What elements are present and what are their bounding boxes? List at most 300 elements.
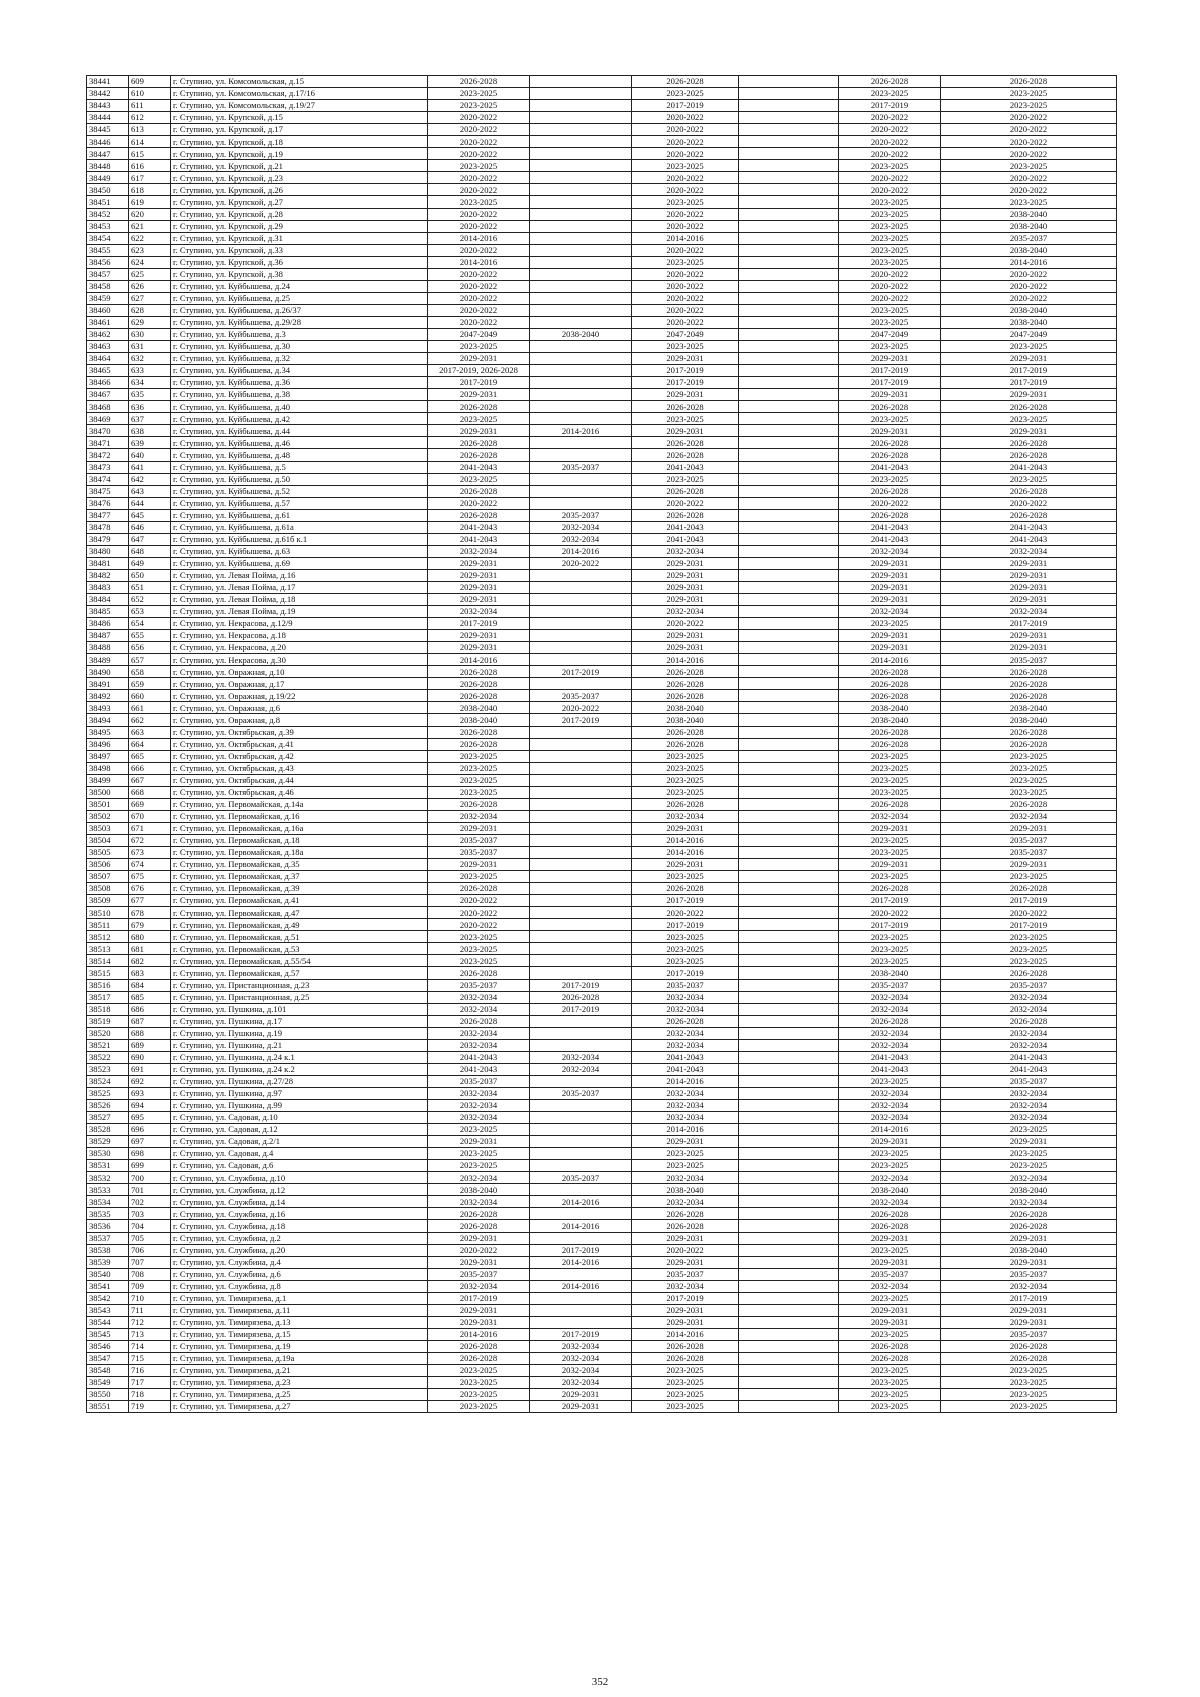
address-cell: г. Ступино, ул. Первомайская, д.18 bbox=[171, 834, 428, 846]
period-cell: 2029-2031 bbox=[428, 569, 530, 581]
period-cell: 2032-2034 bbox=[941, 1087, 1117, 1099]
period-cell: 2041-2043 bbox=[941, 1051, 1117, 1063]
address-cell: г. Ступино, ул. Некрасова, д.20 bbox=[171, 642, 428, 654]
period-cell: 2029-2031 bbox=[428, 1232, 530, 1244]
registry-id-cell: 38454 bbox=[87, 232, 129, 244]
address-cell: г. Ступино, ул. Первомайская, д.16 bbox=[171, 810, 428, 822]
registry-id-cell: 38497 bbox=[87, 750, 129, 762]
period-cell bbox=[739, 545, 839, 557]
registry-id-cell: 38477 bbox=[87, 509, 129, 521]
period-cell bbox=[530, 931, 632, 943]
period-cell: 2017-2019, 2026-2028 bbox=[428, 365, 530, 377]
registry-id-cell: 38488 bbox=[87, 642, 129, 654]
address-cell: г. Ступино, ул. Левая Пойма, д.18 bbox=[171, 594, 428, 606]
period-cell bbox=[739, 979, 839, 991]
period-cell: 2026-2028 bbox=[941, 883, 1117, 895]
registry-id-cell: 38476 bbox=[87, 497, 129, 509]
row-number-cell: 667 bbox=[129, 774, 171, 786]
period-cell bbox=[739, 774, 839, 786]
period-cell: 2029-2031 bbox=[941, 1136, 1117, 1148]
period-cell: 2026-2028 bbox=[839, 485, 941, 497]
period-cell: 2020-2022 bbox=[839, 907, 941, 919]
table-row bbox=[87, 1389, 1117, 1401]
period-cell: 2023-2025 bbox=[941, 1365, 1117, 1377]
period-cell: 2029-2031 bbox=[839, 630, 941, 642]
period-cell: 2038-2040 bbox=[632, 1184, 739, 1196]
table-row bbox=[87, 967, 1117, 979]
period-cell: 2029-2031 bbox=[428, 1316, 530, 1328]
period-cell: 2032-2034 bbox=[428, 1280, 530, 1292]
address-cell: г. Ступино, ул. Тимирязева, д.19а bbox=[171, 1352, 428, 1364]
period-cell: 2014-2016 bbox=[632, 1075, 739, 1087]
period-cell: 2038-2040 bbox=[941, 220, 1117, 232]
address-cell: г. Ступино, ул. Куйбышева, д.48 bbox=[171, 449, 428, 461]
address-cell: г. Ступино, ул. Тимирязева, д.1 bbox=[171, 1292, 428, 1304]
period-cell: 2038-2040 bbox=[839, 1184, 941, 1196]
period-cell: 2032-2034 bbox=[632, 1087, 739, 1099]
period-cell: 2032-2034 bbox=[428, 810, 530, 822]
address-cell: г. Ступино, ул. Крупской, д.15 bbox=[171, 112, 428, 124]
registry-id-cell: 38491 bbox=[87, 678, 129, 690]
period-cell: 2026-2028 bbox=[428, 437, 530, 449]
registry-id-cell: 38486 bbox=[87, 618, 129, 630]
period-cell: 2014-2016 bbox=[632, 232, 739, 244]
registry-id-cell: 38484 bbox=[87, 594, 129, 606]
period-cell: 2035-2037 bbox=[941, 834, 1117, 846]
period-cell: 2023-2025 bbox=[428, 196, 530, 208]
period-cell: 2026-2028 bbox=[839, 690, 941, 702]
period-cell: 2023-2025 bbox=[632, 931, 739, 943]
period-cell: 2026-2028 bbox=[941, 401, 1117, 413]
registry-id-cell: 38525 bbox=[87, 1087, 129, 1099]
row-number-cell: 719 bbox=[129, 1401, 171, 1413]
period-cell: 2029-2031 bbox=[428, 557, 530, 569]
period-cell bbox=[739, 871, 839, 883]
registry-id-cell: 38459 bbox=[87, 292, 129, 304]
period-cell: 2017-2019 bbox=[941, 618, 1117, 630]
period-cell bbox=[530, 859, 632, 871]
period-cell bbox=[530, 1015, 632, 1027]
table-row bbox=[87, 871, 1117, 883]
registry-id-cell: 38519 bbox=[87, 1015, 129, 1027]
period-cell: 2023-2025 bbox=[632, 871, 739, 883]
period-cell: 2032-2034 bbox=[941, 1099, 1117, 1111]
row-number-cell: 652 bbox=[129, 594, 171, 606]
period-cell: 2032-2034 bbox=[428, 1099, 530, 1111]
period-cell bbox=[739, 895, 839, 907]
period-cell: 2023-2025 bbox=[839, 341, 941, 353]
period-cell bbox=[739, 136, 839, 148]
period-cell: 2047-2049 bbox=[632, 328, 739, 340]
period-cell: 2029-2031 bbox=[428, 1304, 530, 1316]
period-cell bbox=[530, 810, 632, 822]
period-cell: 2029-2031 bbox=[839, 1316, 941, 1328]
period-cell bbox=[739, 581, 839, 593]
period-cell: 2023-2025 bbox=[839, 931, 941, 943]
period-cell: 2023-2025 bbox=[428, 1148, 530, 1160]
period-cell: 2026-2028 bbox=[941, 1208, 1117, 1220]
table-row bbox=[87, 726, 1117, 738]
registry-id-cell: 38452 bbox=[87, 208, 129, 220]
address-cell: г. Ступино, ул. Тимирязева, д.23 bbox=[171, 1377, 428, 1389]
period-cell: 2026-2028 bbox=[839, 678, 941, 690]
period-cell bbox=[739, 798, 839, 810]
table-row bbox=[87, 136, 1117, 148]
period-cell bbox=[530, 413, 632, 425]
period-cell bbox=[739, 328, 839, 340]
period-cell: 2026-2028 bbox=[941, 76, 1117, 88]
table-row bbox=[87, 1196, 1117, 1208]
period-cell: 2041-2043 bbox=[428, 533, 530, 545]
period-cell bbox=[739, 184, 839, 196]
period-cell bbox=[530, 1099, 632, 1111]
period-cell bbox=[739, 425, 839, 437]
period-cell: 2032-2034 bbox=[632, 545, 739, 557]
row-number-cell: 615 bbox=[129, 148, 171, 160]
period-cell: 2029-2031 bbox=[632, 353, 739, 365]
period-cell: 2026-2028 bbox=[839, 449, 941, 461]
period-cell bbox=[530, 907, 632, 919]
address-cell: г. Ступино, ул. Первомайская, д.39 bbox=[171, 883, 428, 895]
period-cell: 2026-2028 bbox=[632, 883, 739, 895]
period-cell bbox=[739, 497, 839, 509]
period-cell: 2029-2031 bbox=[530, 1401, 632, 1413]
period-cell: 2029-2031 bbox=[839, 1256, 941, 1268]
table-row bbox=[87, 1087, 1117, 1099]
period-cell: 2017-2019 bbox=[941, 919, 1117, 931]
table-row bbox=[87, 618, 1117, 630]
table-row bbox=[87, 919, 1117, 931]
registry-id-cell: 38468 bbox=[87, 401, 129, 413]
registry-id-cell: 38462 bbox=[87, 328, 129, 340]
period-cell: 2020-2022 bbox=[428, 316, 530, 328]
table-row bbox=[87, 401, 1117, 413]
period-cell: 2017-2019 bbox=[530, 1328, 632, 1340]
period-cell: 2020-2022 bbox=[632, 136, 739, 148]
period-cell: 2032-2034 bbox=[428, 545, 530, 557]
address-cell: г. Ступино, ул. Крупской, д.31 bbox=[171, 232, 428, 244]
table-row bbox=[87, 1401, 1117, 1413]
address-cell: г. Ступино, ул. Первомайская, д.53 bbox=[171, 943, 428, 955]
address-cell: г. Ступино, ул. Куйбышева, д.61 bbox=[171, 509, 428, 521]
period-cell: 2017-2019 bbox=[941, 365, 1117, 377]
period-cell: 2026-2028 bbox=[941, 509, 1117, 521]
table-row bbox=[87, 991, 1117, 1003]
period-cell bbox=[739, 1075, 839, 1087]
table-row bbox=[87, 1268, 1117, 1280]
period-cell: 2017-2019 bbox=[632, 919, 739, 931]
period-cell: 2023-2025 bbox=[839, 316, 941, 328]
table-row bbox=[87, 1365, 1117, 1377]
period-cell: 2014-2016 bbox=[428, 256, 530, 268]
row-number-cell: 618 bbox=[129, 184, 171, 196]
period-cell bbox=[530, 100, 632, 112]
period-cell: 2023-2025 bbox=[632, 786, 739, 798]
period-cell: 2041-2043 bbox=[428, 1051, 530, 1063]
table-row bbox=[87, 1184, 1117, 1196]
period-cell: 2023-2025 bbox=[428, 931, 530, 943]
registry-id-cell: 38450 bbox=[87, 184, 129, 196]
period-cell: 2035-2037 bbox=[839, 1268, 941, 1280]
period-cell: 2020-2022 bbox=[428, 148, 530, 160]
registry-id-cell: 38474 bbox=[87, 473, 129, 485]
registry-id-cell: 38453 bbox=[87, 220, 129, 232]
period-cell bbox=[530, 822, 632, 834]
row-number-cell: 623 bbox=[129, 244, 171, 256]
period-cell bbox=[739, 1184, 839, 1196]
period-cell bbox=[739, 1148, 839, 1160]
period-cell: 2020-2022 bbox=[632, 208, 739, 220]
period-cell: 2026-2028 bbox=[428, 798, 530, 810]
address-cell: г. Ступино, ул. Куйбышева, д.32 bbox=[171, 353, 428, 365]
period-cell bbox=[739, 533, 839, 545]
period-cell: 2023-2025 bbox=[839, 847, 941, 859]
address-cell: г. Ступино, ул. Службина, д.6 bbox=[171, 1268, 428, 1280]
row-number-cell: 718 bbox=[129, 1389, 171, 1401]
period-cell: 2026-2028 bbox=[839, 726, 941, 738]
row-number-cell: 633 bbox=[129, 365, 171, 377]
period-cell bbox=[530, 88, 632, 100]
period-cell: 2023-2025 bbox=[839, 220, 941, 232]
period-cell: 2023-2025 bbox=[839, 1075, 941, 1087]
period-cell: 2032-2034 bbox=[839, 1196, 941, 1208]
period-cell: 2032-2034 bbox=[941, 991, 1117, 1003]
period-cell: 2029-2031 bbox=[941, 642, 1117, 654]
row-number-cell: 653 bbox=[129, 606, 171, 618]
period-cell: 2032-2034 bbox=[632, 810, 739, 822]
address-cell: г. Ступино, ул. Первомайская, д.51 bbox=[171, 931, 428, 943]
period-cell: 2023-2025 bbox=[632, 750, 739, 762]
period-cell: 2020-2022 bbox=[632, 172, 739, 184]
period-cell: 2026-2028 bbox=[839, 509, 941, 521]
row-number-cell: 632 bbox=[129, 353, 171, 365]
period-cell: 2023-2025 bbox=[632, 774, 739, 786]
register-rows bbox=[87, 76, 1117, 1413]
row-number-cell: 650 bbox=[129, 569, 171, 581]
period-cell bbox=[530, 883, 632, 895]
period-cell: 2020-2022 bbox=[941, 907, 1117, 919]
registry-id-cell: 38512 bbox=[87, 931, 129, 943]
table-row bbox=[87, 798, 1117, 810]
period-cell: 2029-2031 bbox=[941, 1316, 1117, 1328]
registry-id-cell: 38551 bbox=[87, 1401, 129, 1413]
registry-id-cell: 38534 bbox=[87, 1196, 129, 1208]
period-cell: 2023-2025 bbox=[839, 871, 941, 883]
period-cell bbox=[739, 786, 839, 798]
registry-id-cell: 38526 bbox=[87, 1099, 129, 1111]
registry-id-cell: 38510 bbox=[87, 907, 129, 919]
period-cell bbox=[739, 172, 839, 184]
period-cell: 2020-2022 bbox=[428, 895, 530, 907]
registry-id-cell: 38521 bbox=[87, 1039, 129, 1051]
table-row bbox=[87, 847, 1117, 859]
period-cell: 2023-2025 bbox=[839, 1377, 941, 1389]
period-cell bbox=[739, 1027, 839, 1039]
period-cell: 2032-2034 bbox=[428, 1003, 530, 1015]
address-cell: г. Ступино, ул. Крупской, д.19 bbox=[171, 148, 428, 160]
address-cell: г. Ступино, ул. Комсомольская, д.19/27 bbox=[171, 100, 428, 112]
registry-id-cell: 38509 bbox=[87, 895, 129, 907]
table-row bbox=[87, 1136, 1117, 1148]
period-cell: 2029-2031 bbox=[839, 822, 941, 834]
address-cell: г. Ступино, ул. Куйбышева, д.24 bbox=[171, 280, 428, 292]
period-cell bbox=[530, 353, 632, 365]
period-cell bbox=[739, 1220, 839, 1232]
registry-id-cell: 38502 bbox=[87, 810, 129, 822]
period-cell bbox=[739, 268, 839, 280]
row-number-cell: 644 bbox=[129, 497, 171, 509]
period-cell: 2029-2031 bbox=[839, 581, 941, 593]
address-cell: г. Ступино, ул. Куйбышева, д.50 bbox=[171, 473, 428, 485]
table-row bbox=[87, 304, 1117, 316]
registry-id-cell: 38460 bbox=[87, 304, 129, 316]
registry-id-cell: 38493 bbox=[87, 702, 129, 714]
period-cell: 2023-2025 bbox=[941, 1401, 1117, 1413]
period-cell bbox=[739, 1099, 839, 1111]
period-cell: 2020-2022 bbox=[632, 112, 739, 124]
row-number-cell: 686 bbox=[129, 1003, 171, 1015]
address-cell: г. Ступино, ул. Комсомольская, д.17/16 bbox=[171, 88, 428, 100]
period-cell bbox=[530, 919, 632, 931]
period-cell bbox=[530, 280, 632, 292]
row-number-cell: 654 bbox=[129, 618, 171, 630]
address-cell: г. Ступино, ул. Куйбышева, д.30 bbox=[171, 341, 428, 353]
address-cell: г. Ступино, ул. Тимирязева, д.21 bbox=[171, 1365, 428, 1377]
period-cell: 2038-2040 bbox=[941, 208, 1117, 220]
row-number-cell: 626 bbox=[129, 280, 171, 292]
period-cell bbox=[530, 112, 632, 124]
period-cell: 2041-2043 bbox=[839, 1051, 941, 1063]
period-cell bbox=[739, 449, 839, 461]
period-cell: 2029-2031 bbox=[839, 1136, 941, 1148]
row-number-cell: 705 bbox=[129, 1232, 171, 1244]
table-row bbox=[87, 280, 1117, 292]
period-cell: 2014-2016 bbox=[632, 847, 739, 859]
period-cell: 2029-2031 bbox=[941, 557, 1117, 569]
period-cell: 2020-2022 bbox=[632, 184, 739, 196]
registry-id-cell: 38508 bbox=[87, 883, 129, 895]
address-cell: г. Ступино, ул. Куйбышева, д.44 bbox=[171, 425, 428, 437]
period-cell: 2035-2037 bbox=[428, 1075, 530, 1087]
period-cell bbox=[739, 859, 839, 871]
period-cell: 2020-2022 bbox=[632, 148, 739, 160]
period-cell: 2026-2028 bbox=[941, 1220, 1117, 1232]
period-cell: 2023-2025 bbox=[428, 473, 530, 485]
period-cell: 2014-2016 bbox=[632, 1124, 739, 1136]
period-cell: 2023-2025 bbox=[428, 762, 530, 774]
row-number-cell: 641 bbox=[129, 461, 171, 473]
period-cell: 2029-2031 bbox=[632, 581, 739, 593]
period-cell: 2026-2028 bbox=[839, 437, 941, 449]
row-number-cell: 659 bbox=[129, 678, 171, 690]
period-cell: 2029-2031 bbox=[632, 822, 739, 834]
period-cell: 2035-2037 bbox=[941, 979, 1117, 991]
period-cell: 2035-2037 bbox=[428, 847, 530, 859]
address-cell: г. Ступино, ул. Пушкина, д.27/28 bbox=[171, 1075, 428, 1087]
period-cell: 2032-2034 bbox=[839, 1280, 941, 1292]
period-cell bbox=[739, 1328, 839, 1340]
address-cell: г. Ступино, ул. Первомайская, д.16а bbox=[171, 822, 428, 834]
period-cell: 2020-2022 bbox=[839, 280, 941, 292]
period-cell: 2035-2037 bbox=[530, 1087, 632, 1099]
period-cell: 2029-2031 bbox=[428, 822, 530, 834]
period-cell bbox=[530, 594, 632, 606]
period-cell bbox=[739, 822, 839, 834]
period-cell: 2038-2040 bbox=[632, 702, 739, 714]
table-row bbox=[87, 148, 1117, 160]
address-cell: г. Ступино, ул. Куйбышева, д.61а bbox=[171, 521, 428, 533]
registry-id-cell: 38514 bbox=[87, 955, 129, 967]
period-cell: 2029-2031 bbox=[428, 594, 530, 606]
address-cell: г. Ступино, ул. Октябрьская, д.44 bbox=[171, 774, 428, 786]
period-cell: 2023-2025 bbox=[428, 341, 530, 353]
period-cell bbox=[739, 341, 839, 353]
table-row bbox=[87, 1051, 1117, 1063]
period-cell: 2047-2049 bbox=[839, 328, 941, 340]
address-cell: г. Ступино, ул. Куйбышева, д.57 bbox=[171, 497, 428, 509]
period-cell: 2026-2028 bbox=[428, 1340, 530, 1352]
period-cell: 2026-2028 bbox=[632, 76, 739, 88]
registry-id-cell: 38458 bbox=[87, 280, 129, 292]
period-cell: 2023-2025 bbox=[839, 208, 941, 220]
period-cell: 2023-2025 bbox=[632, 196, 739, 208]
period-cell: 2020-2022 bbox=[632, 497, 739, 509]
period-cell: 2023-2025 bbox=[428, 943, 530, 955]
table-row bbox=[87, 943, 1117, 955]
period-cell: 2032-2034 bbox=[839, 1099, 941, 1111]
table-row bbox=[87, 895, 1117, 907]
table-row bbox=[87, 654, 1117, 666]
table-row bbox=[87, 1208, 1117, 1220]
period-cell bbox=[739, 220, 839, 232]
address-cell: г. Ступино, ул. Службина, д.10 bbox=[171, 1172, 428, 1184]
period-cell bbox=[530, 184, 632, 196]
address-cell: г. Ступино, ул. Крупской, д.36 bbox=[171, 256, 428, 268]
period-cell: 2020-2022 bbox=[839, 184, 941, 196]
address-cell: г. Ступино, ул. Пристанционная, д.25 bbox=[171, 991, 428, 1003]
table-row bbox=[87, 1244, 1117, 1256]
row-number-cell: 704 bbox=[129, 1220, 171, 1232]
table-row bbox=[87, 545, 1117, 557]
period-cell: 2020-2022 bbox=[428, 208, 530, 220]
address-cell: г. Ступино, ул. Службина, д.20 bbox=[171, 1244, 428, 1256]
address-cell: г. Ступино, ул. Комсомольская, д.15 bbox=[171, 76, 428, 88]
table-row bbox=[87, 365, 1117, 377]
period-cell: 2023-2025 bbox=[941, 762, 1117, 774]
period-cell: 2026-2028 bbox=[632, 485, 739, 497]
table-row bbox=[87, 341, 1117, 353]
period-cell: 2041-2043 bbox=[632, 521, 739, 533]
table-row bbox=[87, 979, 1117, 991]
address-cell: г. Ступино, ул. Крупской, д.27 bbox=[171, 196, 428, 208]
period-cell: 2023-2025 bbox=[839, 618, 941, 630]
period-cell bbox=[739, 160, 839, 172]
registry-id-cell: 38499 bbox=[87, 774, 129, 786]
period-cell: 2023-2025 bbox=[839, 1292, 941, 1304]
address-cell: г. Ступино, ул. Пристанционная, д.23 bbox=[171, 979, 428, 991]
address-cell: г. Ступино, ул. Пушкина, д.97 bbox=[171, 1087, 428, 1099]
period-cell bbox=[530, 256, 632, 268]
period-cell: 2026-2028 bbox=[428, 967, 530, 979]
table-row bbox=[87, 822, 1117, 834]
period-cell: 2029-2031 bbox=[941, 581, 1117, 593]
period-cell: 2041-2043 bbox=[839, 521, 941, 533]
registry-id-cell: 38469 bbox=[87, 413, 129, 425]
period-cell: 2020-2022 bbox=[632, 124, 739, 136]
table-row bbox=[87, 160, 1117, 172]
period-cell: 2020-2022 bbox=[530, 557, 632, 569]
table-row bbox=[87, 1075, 1117, 1087]
